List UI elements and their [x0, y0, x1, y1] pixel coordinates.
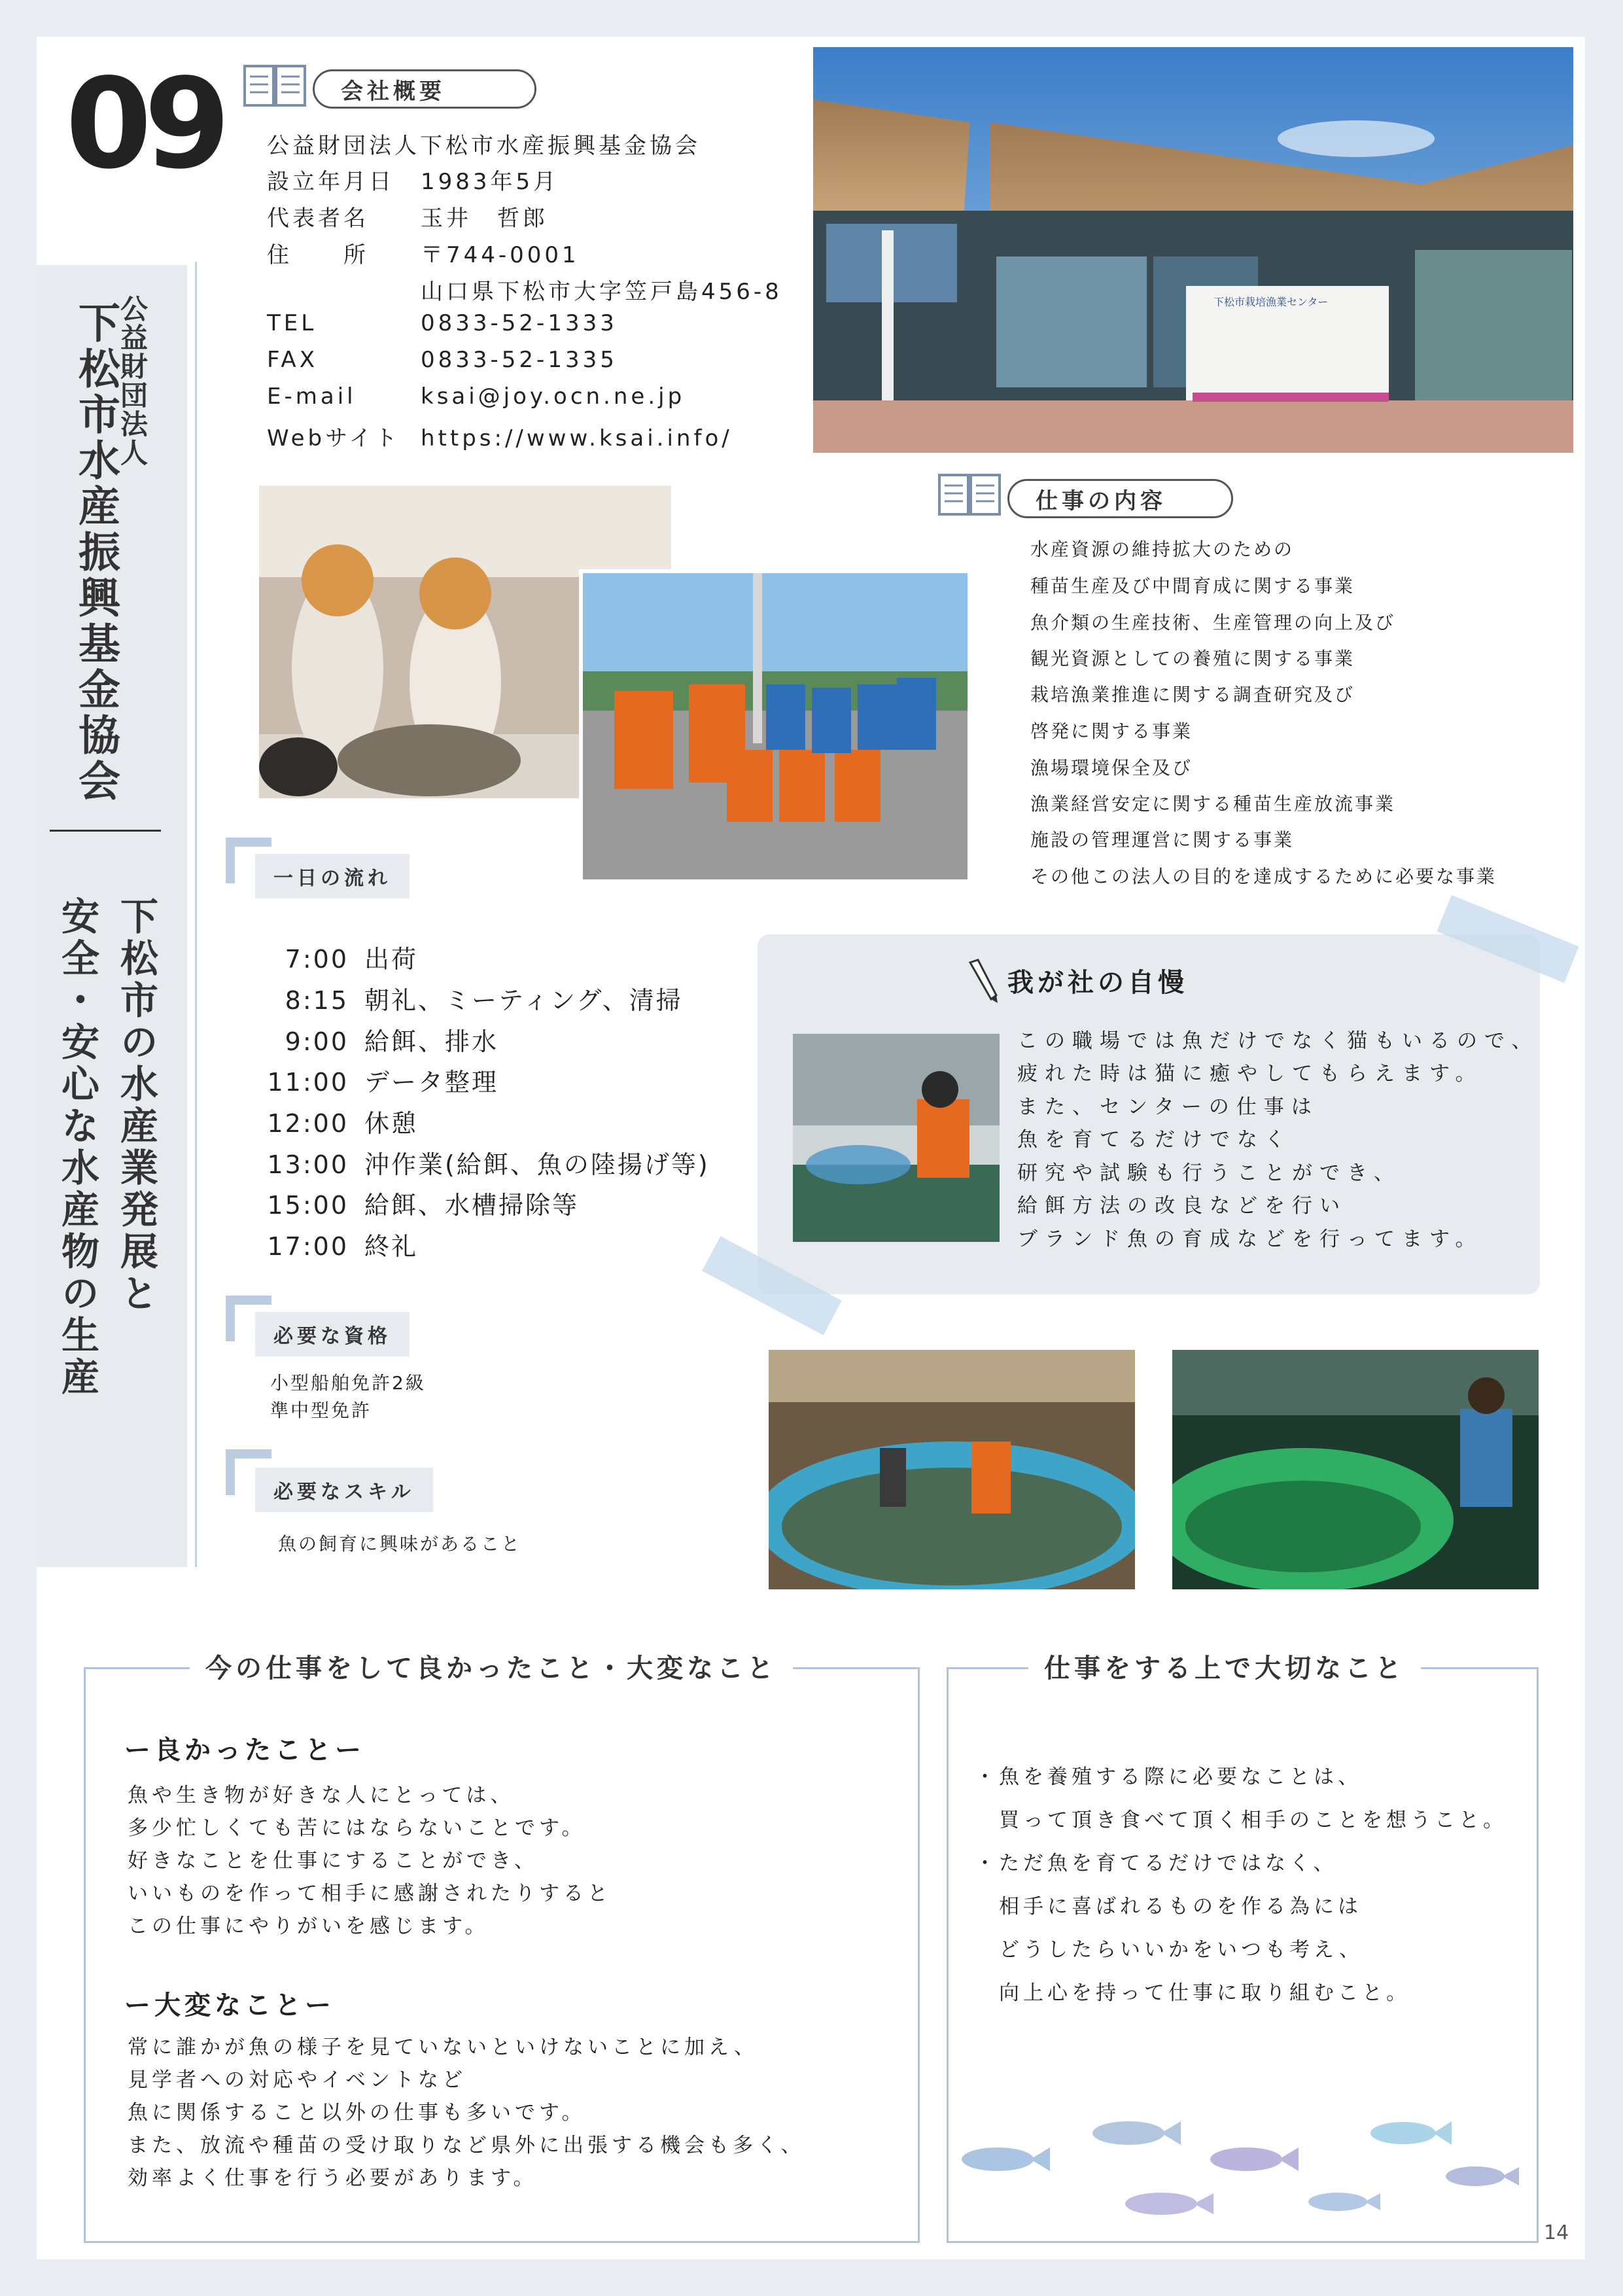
important-title: 仕事をする上で大切なこと	[1028, 1648, 1421, 1685]
skills-heading: 必要なスキル	[255, 1468, 433, 1512]
schedule-item: 13:00 沖作業(給餌、魚の陸揚げ等)	[267, 1150, 710, 1179]
hard-line: また、放流や種苗の受け取りなど県外に出張する機会も多く、	[128, 2134, 805, 2157]
qualification-item: 小型船舶免許2級	[270, 1372, 426, 1394]
schedule-item: 11:00 データ整理	[267, 1068, 499, 1097]
footer-page-number: 14	[1544, 2221, 1569, 2244]
pride-line: ブランド魚の育成などを行ってます。	[1017, 1227, 1483, 1251]
important-line: 買って頂き食べて頂く相手のことを想うこと。	[975, 1809, 1507, 1832]
info-row-representative: 代表者名 玉井 哲郎	[267, 205, 548, 232]
work-item: その他この法人の目的を達成するために必要な事業	[1030, 866, 1497, 887]
building-sign: 下松市栽培漁業センター	[1213, 296, 1329, 308]
pride-line: 疲れた時は猫に癒やしてもらえます。	[1017, 1062, 1483, 1086]
work-heading: 仕事の内容	[1007, 479, 1233, 518]
schedule-item: 7:00 出荷	[285, 945, 419, 974]
qualifications-heading: 必要な資格	[255, 1312, 410, 1356]
info-row-address: 住 所 〒744-0001	[267, 242, 580, 268]
schedule-item: 17:00 終礼	[267, 1232, 419, 1261]
company-name: 公益財団法人下松市水産振興基金協会	[267, 133, 701, 159]
staff-photo	[579, 569, 971, 883]
schedule-item: 15:00 給餌、水槽掃除等	[267, 1191, 580, 1220]
work-item: 観光資源としての養殖に関する事業	[1030, 648, 1355, 669]
work-item: 種苗生産及び中間育成に関する事業	[1030, 575, 1355, 597]
info-row-address-2: 山口県下松市大字笠戸島456-8	[421, 279, 782, 305]
schedule-item: 12:00 休憩	[267, 1109, 419, 1138]
important-line: 相手に喜ばれるものを作る為には	[975, 1895, 1362, 1918]
important-line: 向上心を持って仕事に取り組むこと。	[975, 1981, 1410, 2005]
work-item: 啓発に関する事業	[1030, 720, 1193, 742]
info-row-email[interactable]: E-mail ksai@joy.ocn.ne.jp	[267, 383, 686, 410]
tagline-1: 下松市の水産業発展と	[114, 896, 158, 1315]
skill-item: 魚の飼育に興味があること	[278, 1533, 522, 1555]
work-item: 施設の管理運営に関する事業	[1030, 829, 1295, 851]
good-line: 多少忙しくても苦にはならないことです。	[128, 1816, 586, 1840]
sidebar-divider	[50, 830, 161, 832]
good-line: 魚や生き物が好きな人にとっては、	[128, 1784, 515, 1807]
building-photo	[813, 47, 1573, 453]
fish-net-photo	[793, 1034, 1000, 1242]
hard-line: 魚に関係すること以外の仕事も多いです。	[128, 2101, 586, 2125]
work-item: 水産資源の維持拡大のための	[1030, 539, 1295, 560]
important-line: ・ただ魚を育てるだけではなく、	[975, 1852, 1338, 1875]
good-line: いいものを作って相手に感謝されたりすると	[128, 1882, 612, 1905]
schedule-item: 9:00 給餌、排水	[285, 1027, 499, 1056]
important-line: どうしたらいいかをいつも考え、	[975, 1938, 1363, 1962]
pride-line: この職場では魚だけでなく猫もいるので、	[1017, 1029, 1539, 1053]
important-line: ・魚を養殖する際に必要なことは、	[975, 1765, 1362, 1789]
pencil-icon	[965, 959, 1002, 1004]
tagline-2: 安全・安心な水産物の生産	[55, 896, 99, 1399]
divider-line	[195, 262, 197, 1567]
org-type: 公益財団法人	[116, 294, 148, 467]
good-heading: ー良かったことー	[124, 1735, 365, 1765]
pride-line: 研究や試験も行うことができ、	[1017, 1161, 1401, 1185]
work-item: 魚介類の生産技術、生産管理の向上及び	[1030, 612, 1396, 633]
good-hard-title: 今の仕事をして良かったこと・大変なこと	[190, 1648, 793, 1685]
hard-heading: ー大変なことー	[124, 1990, 335, 2021]
pride-heading: 我が社の自慢	[1007, 968, 1188, 998]
work-item: 栽培漁業推進に関する調査研究及び	[1030, 684, 1355, 705]
work-item: 漁業経営安定に関する種苗生産放流事業	[1030, 793, 1396, 815]
book-icon	[242, 62, 307, 111]
hard-line: 常に誰かが魚の様子を見ていないといけないことに加え、	[128, 2036, 758, 2059]
qualification-item: 準中型免許	[270, 1400, 372, 1421]
pride-line: また、センターの仕事は	[1017, 1095, 1319, 1119]
info-row-founded: 設立年月日 1983年5月	[267, 169, 559, 195]
pride-line: 魚を育てるだけでなく	[1017, 1128, 1292, 1152]
info-row-fax: FAX 0833-52-1335	[267, 347, 618, 373]
green-tank-photo	[1172, 1350, 1539, 1589]
good-line: 好きなことを仕事にすることができ、	[128, 1849, 538, 1873]
company-heading: 会社概要	[313, 69, 536, 109]
info-row-website[interactable]: Webサイト https://www.ksai.info/	[267, 425, 733, 451]
tank-cleaning-photo	[769, 1350, 1135, 1589]
hard-line: 効率よく仕事を行う必要があります。	[128, 2166, 538, 2190]
book-icon	[937, 471, 1002, 520]
hard-line: 見学者への対応やイベントなど	[128, 2068, 466, 2092]
good-line: この仕事にやりがいを感じます。	[128, 1915, 489, 1938]
work-item: 漁場環境保全及び	[1030, 757, 1193, 779]
pride-line: 給餌方法の改良などを行い	[1017, 1194, 1347, 1218]
page-number: 09	[65, 52, 223, 196]
schedule-heading: 一日の流れ	[255, 854, 410, 898]
fish-icon	[955, 2107, 1531, 2231]
info-row-tel: TEL 0833-52-1333	[267, 310, 618, 336]
schedule-item: 8:15 朝礼、ミーティング、清掃	[285, 986, 683, 1015]
org-name: 下松市水産振興基金協会	[71, 301, 120, 805]
